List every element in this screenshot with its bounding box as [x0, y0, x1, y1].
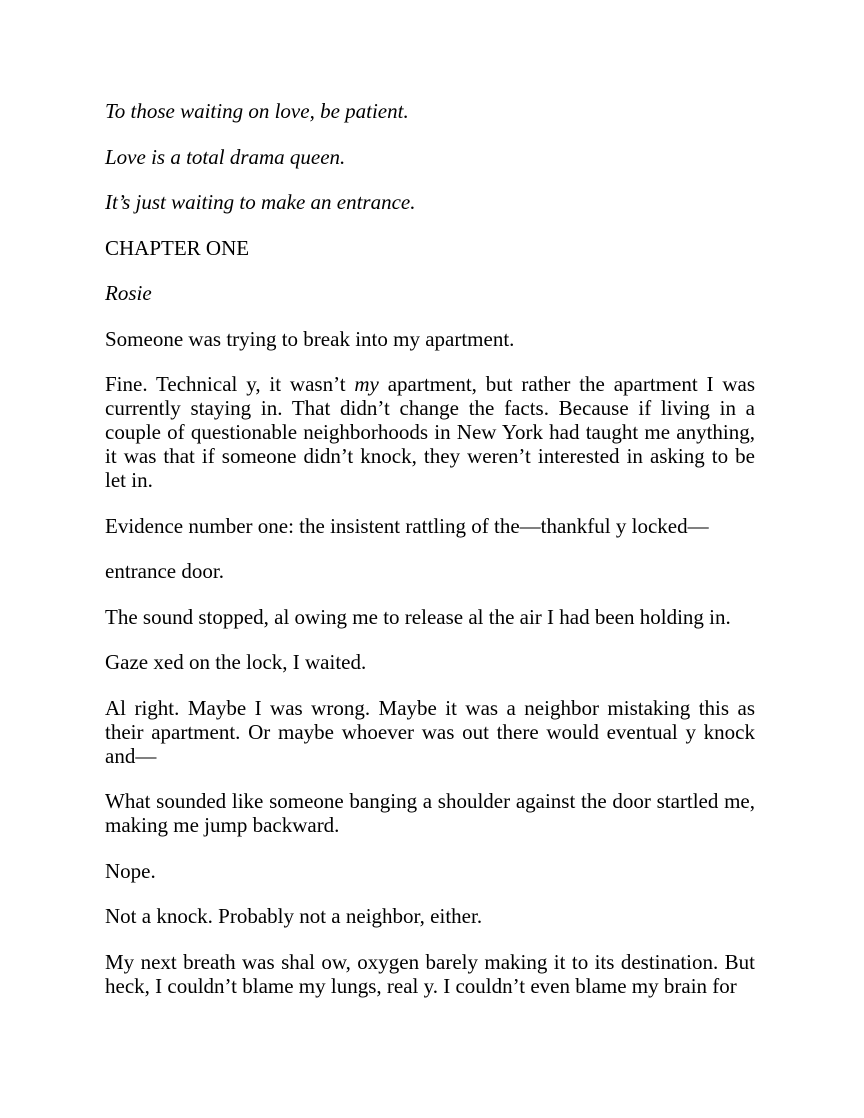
text-segment: Evidence number one: the insistent rattling of the—thankful y locked—: [105, 513, 709, 538]
text-segment: entrance door.: [105, 559, 224, 583]
body-paragraph-5: [105, 605, 755, 629]
emphasized-text: Love is a total drama queen.: [105, 144, 346, 169]
text-segment: Nope.: [105, 858, 156, 883]
body-paragraph-4: [105, 559, 755, 583]
epigraph-line-2: [105, 145, 755, 169]
text-segment: My next breath was shal ow, oxygen barely making it to its destination. But heck, I couldn’t blame my lungs, real y. I couldn’t even blame my brain for: [105, 949, 755, 998]
body-paragraph-1: [105, 327, 755, 351]
body-paragraph-7: [105, 696, 755, 768]
emphasized-text: To those waiting on love, be patient.: [105, 99, 409, 123]
body-paragraph-10: [105, 904, 755, 928]
epigraph-line-3: [105, 190, 755, 214]
text-segment: What sounded like someone banging a shoulder against the door startled me, making me jump backward.: [105, 789, 755, 837]
page-text: [105, 99, 755, 998]
body-paragraph-11: [105, 950, 755, 998]
emphasized-text: Rosie: [105, 281, 152, 305]
text-segment: The sound stopped, al owing me to release al the air I had been holding in.: [105, 604, 731, 629]
body-paragraph-6: [105, 650, 755, 674]
body-paragraph-2: [105, 372, 755, 492]
text-segment: Not a knock. Probably not a neighbor, either.: [105, 904, 483, 928]
epigraph-line-1: [105, 99, 755, 123]
text-segment: Gaze xed on the lock, I waited.: [105, 650, 367, 674]
emphasized-text: my: [354, 372, 379, 396]
text-segment: Someone was trying to break into my apartment.: [105, 326, 515, 351]
body-paragraph-3: [105, 514, 755, 538]
emphasized-text: It’s just waiting to make an entrance.: [105, 190, 416, 214]
text-segment: CHAPTER ONE: [105, 235, 250, 260]
text-segment: apartment, but rather the apartment I was currently staying in. That didn’t change the facts. Because if living in a couple of questionable neighborhoods in New York had taught me anything, it was that if someone didn’t knock, they weren’t interested in asking to be let in.: [105, 372, 755, 492]
text-segment: Al right. Maybe I was wrong. Maybe it was a neighbor mistaking this as their apartment. Or maybe whoever was out there would eventual y knock and—: [105, 695, 755, 768]
body-paragraph-8: [105, 789, 755, 837]
body-paragraph-9: [105, 859, 755, 883]
pov-name: [105, 281, 755, 305]
chapter-heading: [105, 236, 755, 260]
text-segment: Fine. Technical y, it wasn’t: [105, 372, 355, 396]
